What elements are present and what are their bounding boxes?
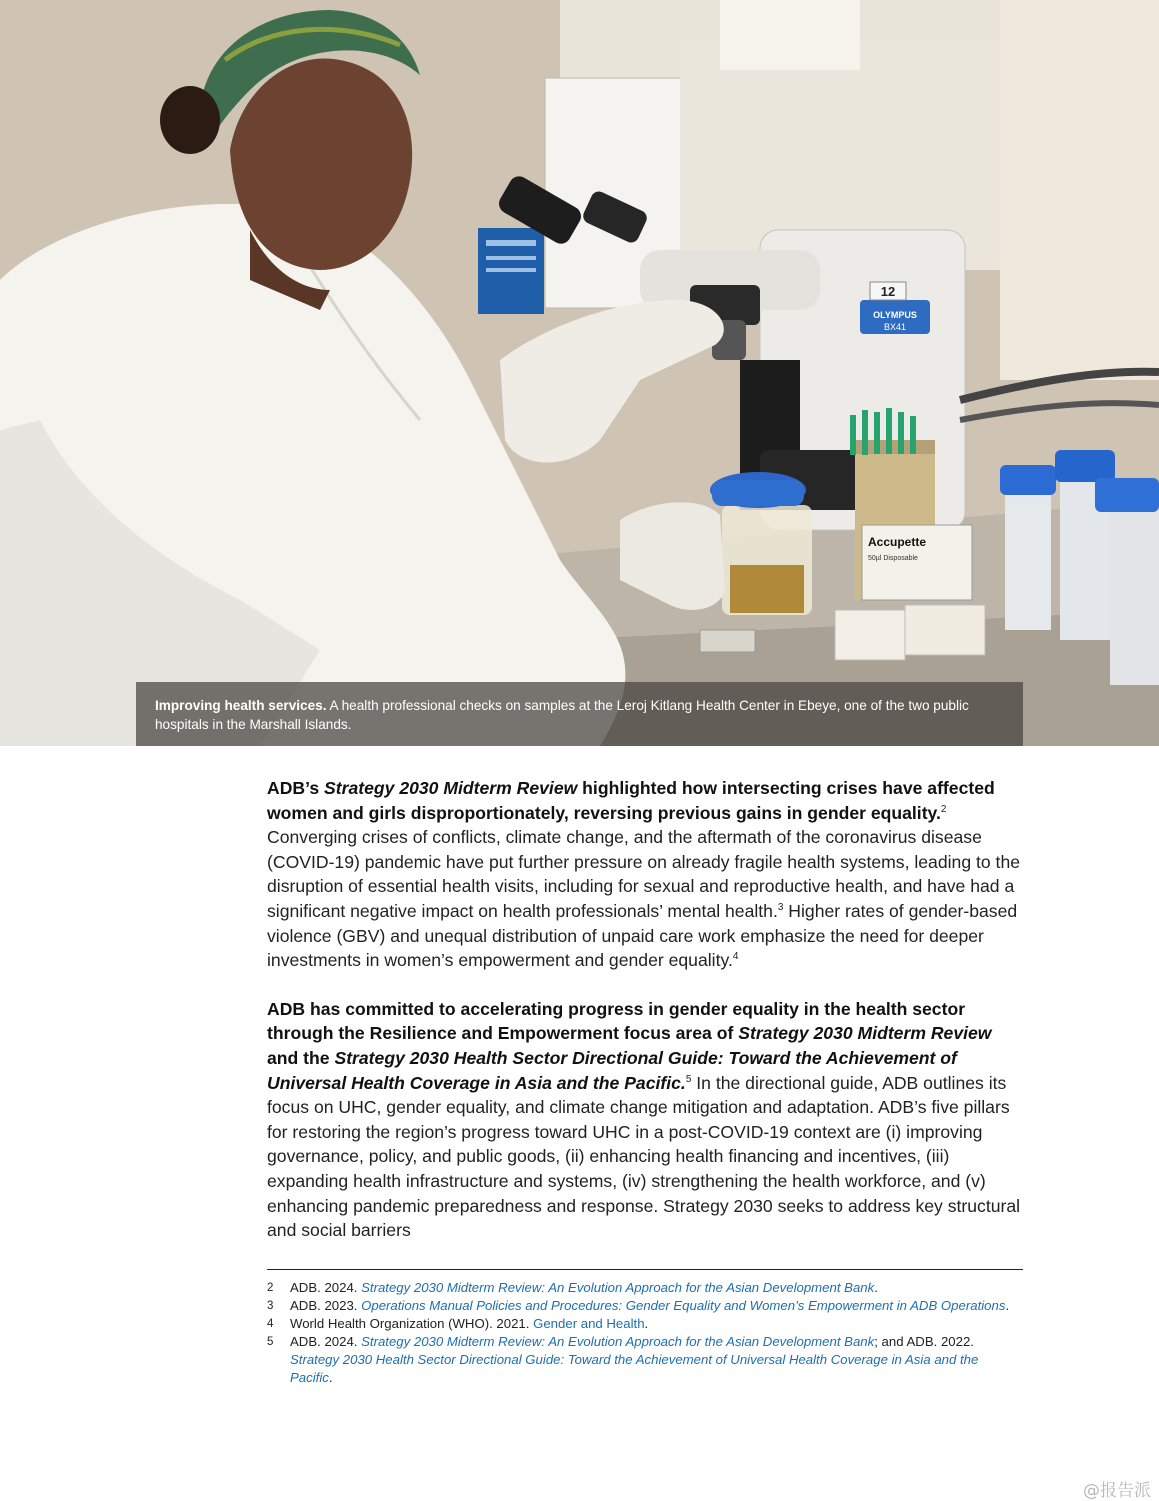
footnote-ref-5[interactable]: 5: [685, 1073, 692, 1085]
footnote-source: ADB. 2023.: [290, 1298, 362, 1313]
footnote-link[interactable]: Strategy 2030 Midterm Review: An Evolution Approach for the Asian Development Bank: [361, 1334, 875, 1349]
p2-body: In the directional guide, ADB outlines its focus on UHC, gender equality, and climate change mitigation and adaptation. ADB’s five pillars for restoring the region’s progress toward UHC in a post-COVID-19 context are (i) improving governance, policy, and public goods, (ii) enhancing health financing and incentives, (iii) expanding health infrastructure and systems, (iv) strengthening the health workforce, and (v) enhancing pandemic preparedness and response. Strategy 2030 seeks to address key structural and social barriers: [267, 1072, 1021, 1241]
footnote-link[interactable]: Operations Manual Policies and Procedures: Gender Equality and Women’s Empowerment in ADB Operations: [361, 1298, 1006, 1313]
photo-caption: [136, 682, 1023, 746]
p2-lead-title1: Strategy 2030 Midterm Review: [738, 1023, 992, 1044]
paragraph-1: [267, 776, 1027, 973]
p1-lead-part1: ADB’s: [267, 778, 325, 798]
p1-lead-part2: highlighted how intersecting crises have affected women and girls disproportionately, reversing previous gains in gender equality.: [267, 778, 995, 823]
footnote-ref-3[interactable]: 3: [777, 902, 784, 914]
footnote-end: .: [328, 1370, 333, 1385]
footnote-end: .: [644, 1316, 649, 1331]
footnotes: [267, 1279, 1027, 1387]
watermark: @报告派: [1083, 1481, 1151, 1501]
paragraph-2: [267, 997, 1027, 1243]
footnote-source: World Health Organization (WHO). 2021.: [290, 1316, 534, 1331]
footnote-link-2[interactable]: Strategy 2030 Health Sector Directional Guide: Toward the Achievement of Universal Health Coverage in Asia and the Pacific: [290, 1352, 979, 1385]
footnote-3: [267, 1297, 1027, 1315]
footnote-source: ADB. 2024.: [290, 1334, 362, 1349]
footnote-2: [267, 1279, 1027, 1297]
hero-photo: [0, 0, 1159, 746]
box-sub-label: 50µl Disposable: [868, 555, 918, 562]
footnote-ref-4[interactable]: 4: [732, 951, 739, 963]
footnote-source-2: ; and ADB. 2022.: [874, 1334, 974, 1349]
microscope-brand: OLYMPUS: [873, 310, 917, 320]
footnote-link[interactable]: Gender and Health: [533, 1316, 645, 1331]
footnote-4: [267, 1315, 1027, 1333]
p1-body-part2: Higher rates of gender-based violence (GBV) and unequal distribution of unpaid care work emphasize the need for deeper investments in women’s empowerment and gender equality.: [267, 900, 1018, 971]
footnote-number: 4: [267, 1318, 274, 1330]
footnote-end: .: [874, 1280, 878, 1295]
footnote-number: 2: [267, 1282, 274, 1294]
p1-lead: [267, 778, 995, 823]
footnote-end: .: [1005, 1298, 1010, 1313]
footnote-ref-2[interactable]: 2: [940, 803, 947, 815]
footnote-source: ADB. 2024.: [290, 1280, 362, 1295]
p1-body-part1: Converging crises of conflicts, climate change, and the aftermath of the coronavirus disease (COVID-19) pandemic have put further pressure on already fragile health systems, leading to the disruption of essential health visits, including for sexual and reproductive health, and have had a significant negative impact on health professionals’ mental health.: [267, 827, 1021, 921]
p2-lead-part1: ADB has committed to accelerating progress in gender equality in the health sector through the Resilience and Empowerment focus area of: [267, 998, 966, 1044]
caption-text: A health professional checks on samples at the Leroj Kitlang Health Center in Ebeye, one of the two public hospitals in the Marshall Islands.: [155, 698, 969, 732]
footnote-number: 5: [267, 1336, 274, 1348]
caption-title: Improving health services.: [155, 698, 327, 713]
p2-lead-part2: and the: [267, 1047, 335, 1068]
footnote-5: [267, 1333, 1027, 1387]
p1-lead-title: Strategy 2030 Midterm Review: [324, 778, 578, 798]
footnote-link[interactable]: Strategy 2030 Midterm Review: An Evolution Approach for the Asian Development Bank: [361, 1280, 875, 1295]
lab-scene-illustration: [0, 0, 1159, 746]
microscope-model: BX41: [883, 322, 907, 332]
box-label: Accupette: [868, 535, 927, 549]
footnote-divider: [267, 1269, 1023, 1270]
footnote-number: 3: [267, 1300, 274, 1312]
p2-lead-title2: Strategy 2030 Health Sector Directional Guide: Toward the Achievement of Universal Health Coverage in Asia and the Pacific.: [267, 1047, 957, 1093]
main-content: [267, 776, 1027, 1267]
microscope-number: 12: [880, 284, 896, 299]
